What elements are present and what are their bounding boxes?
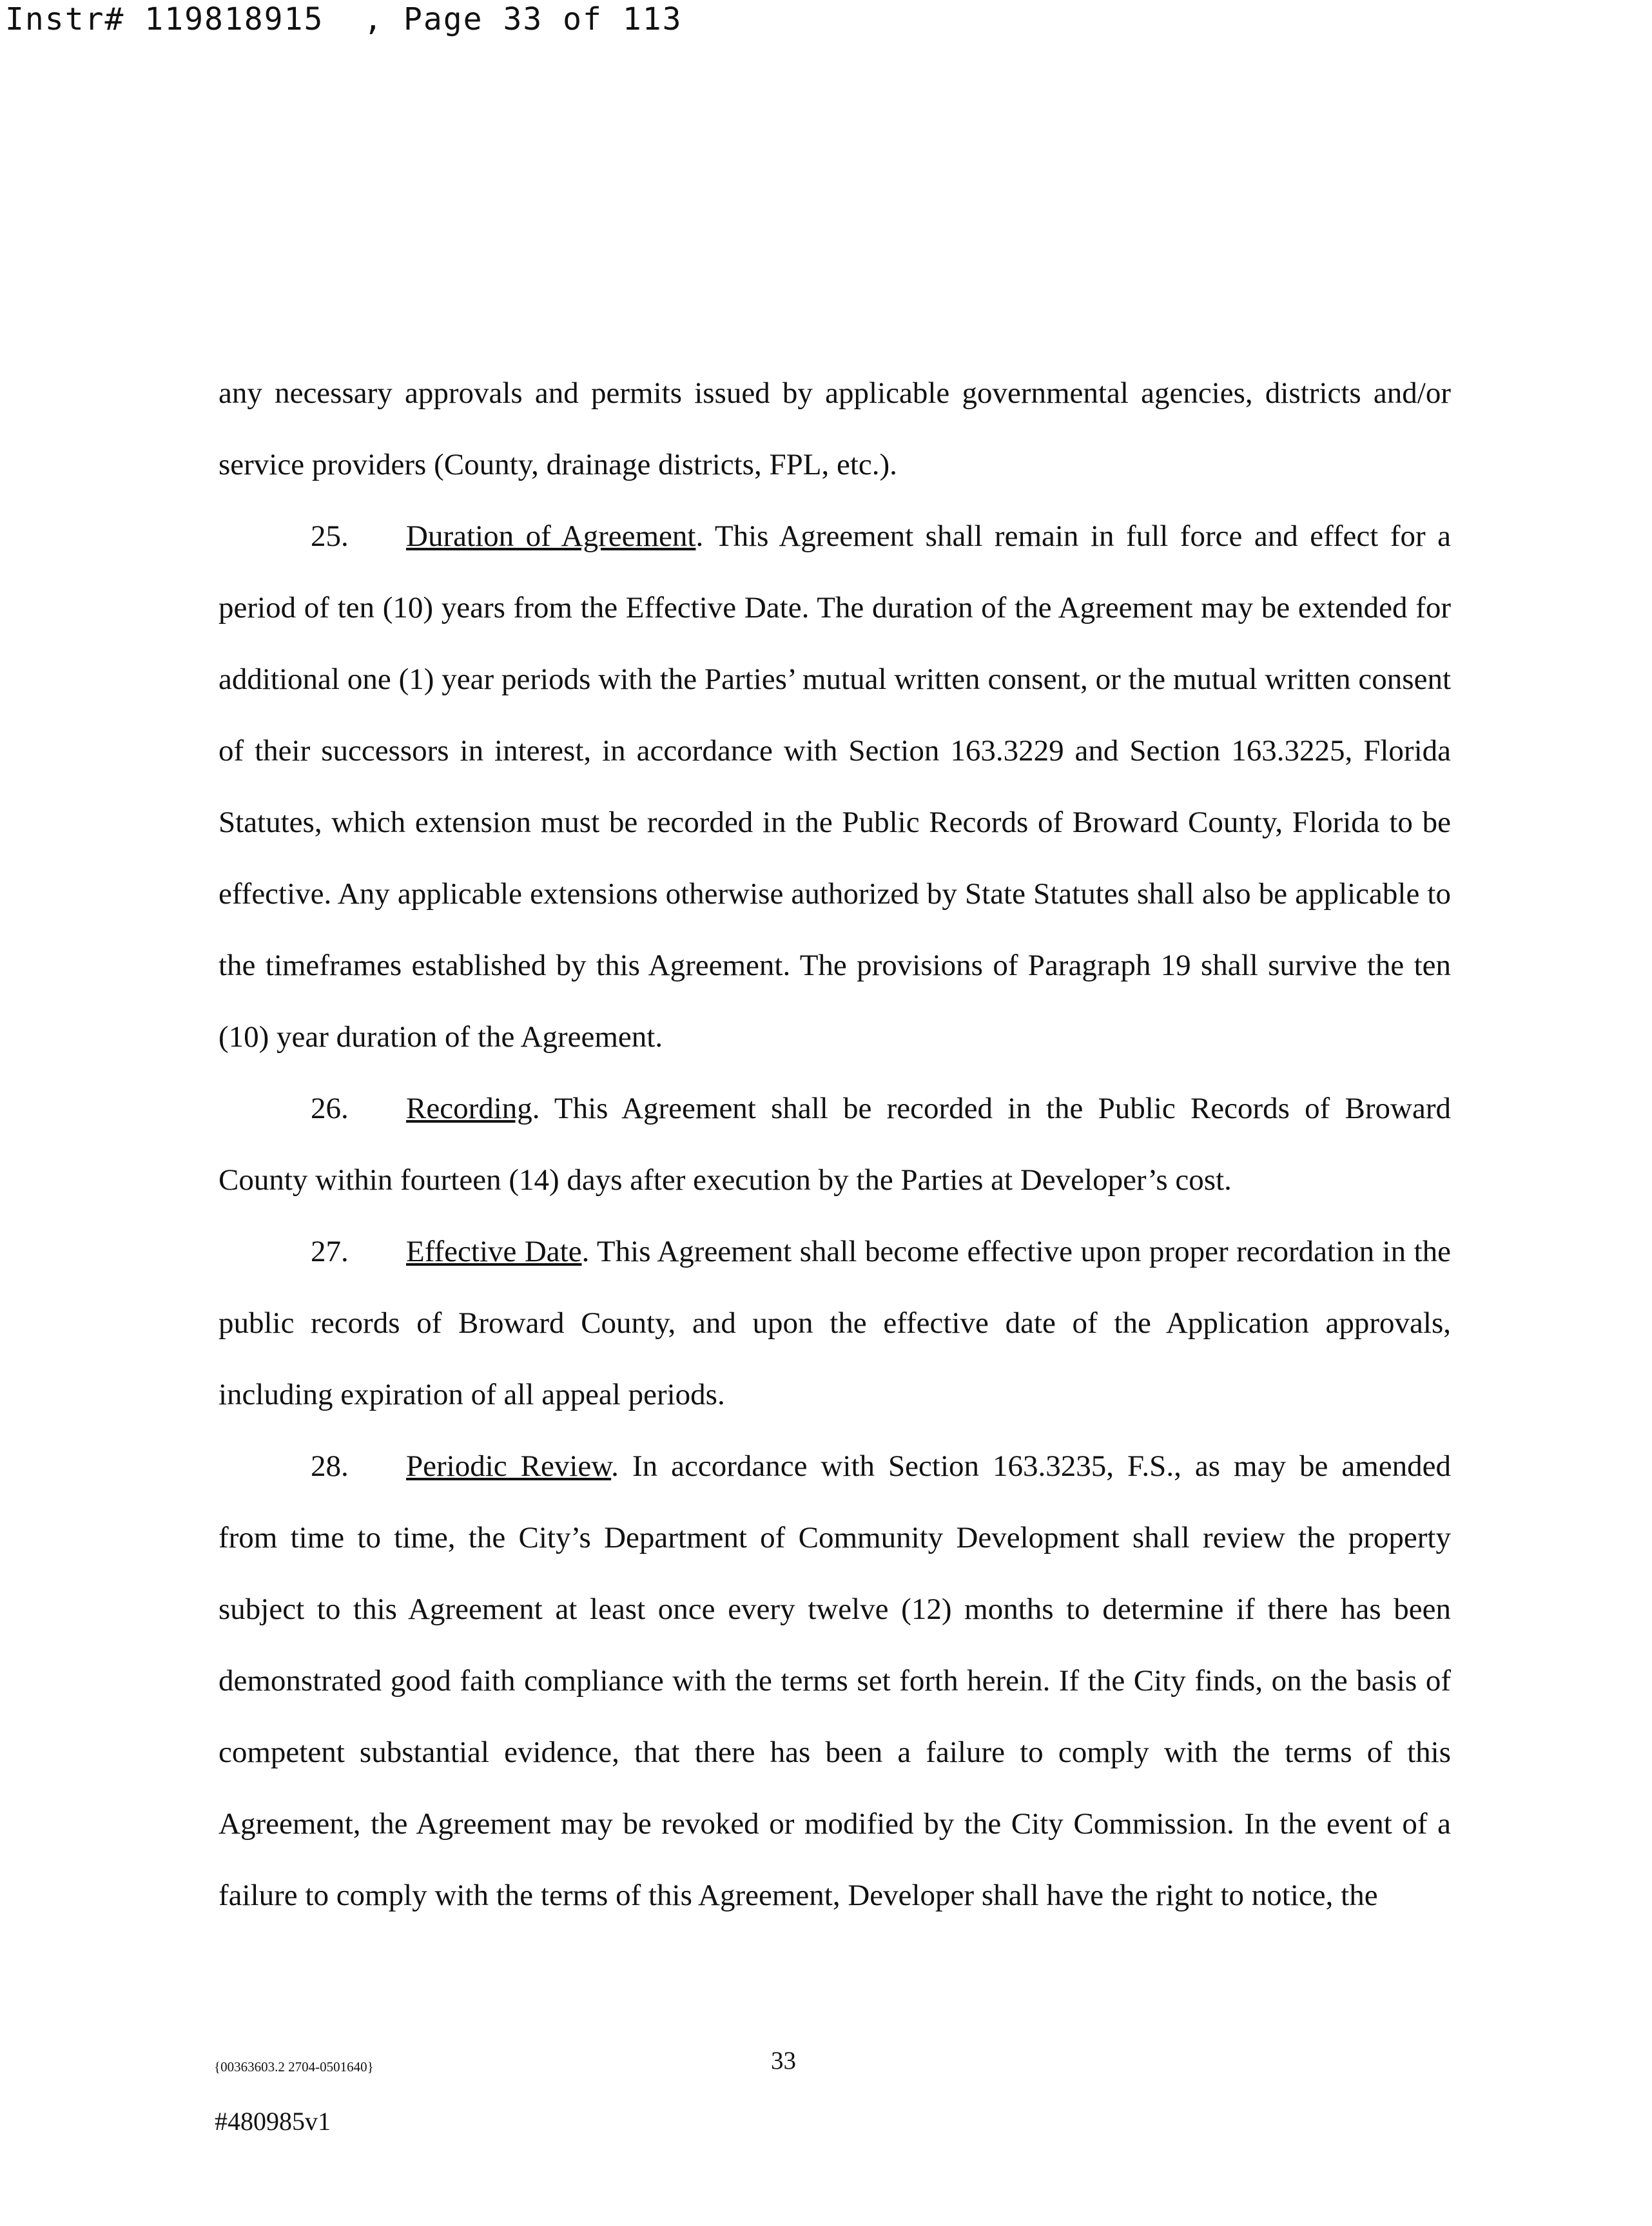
paragraph-number: 28.	[311, 1449, 349, 1483]
paragraph-27-effective-date	[219, 1216, 1451, 1431]
paragraph-text: . In accordance with Section 163.3235, F.S., as may be amended from time to time, the City’s Department of Community Development shall review the property subject to this Agreement at least once every twelve (12) months to determine if there has been demonstrated good faith compliance with the terms set forth herein. If the City finds, on the basis of competent substantial evidence, that there has been a failure to comply with the terms of this Agreement, the Agreement may be revoked or modified by the City Commission. In the event of a failure to comply with the terms of this Agreement, Developer shall have the right to notice, the	[219, 1449, 1451, 1912]
paragraph-number: 26.	[311, 1092, 349, 1125]
paragraph-number: 25.	[311, 519, 349, 553]
paragraph-26-recording	[219, 1073, 1451, 1216]
paragraph-25-duration	[219, 501, 1451, 1073]
section-heading: Periodic Review	[406, 1449, 612, 1483]
document-body	[219, 358, 1451, 1931]
page-number: 33	[771, 2047, 796, 2075]
section-heading: Duration of Agreement	[406, 519, 696, 553]
paragraph-28-periodic-review	[219, 1431, 1451, 1931]
section-heading: Effective Date	[406, 1235, 582, 1268]
footer-file-code: {00363603.2 2704-0501640}	[214, 2059, 374, 2075]
section-heading: Recording	[406, 1092, 532, 1125]
paragraph-text: . This Agreement shall be recorded in the Public Records of Broward County within fourteen (14) days after execution by the Parties at Developer’s cost.	[219, 1092, 1451, 1197]
paragraph-continuation: any necessary approvals and permits issued by applicable governmental agencies, districts and/or service providers (County, drainage districts, FPL, etc.).	[219, 376, 1451, 481]
paragraph-number: 27.	[311, 1235, 349, 1268]
instrument-page-stamp: Instr# 119818915 , Page 33 of 113	[5, 1, 683, 37]
document-id: #480985v1	[215, 2107, 331, 2136]
paragraph-text: . This Agreement shall remain in full force and effect for a period of ten (10) years from the Effective Date. The duration of the Agreement may be extended for additional one (1) year periods with the Parties’ mutual written consent, or the mutual written consent of their successors in interest, in accordance with Section 163.3229 and Section 163.3225, Florida Statutes, which extension must be recorded in the Public Records of Broward County, Florida to be effective. Any applicable extensions otherwise authorized by State Statutes shall also be applicable to the timeframes established by this Agreement. The provisions of Paragraph 19 shall survive the ten (10) year duration of the Agreement.	[219, 519, 1451, 1054]
paragraph-text: . This Agreement shall become effective upon proper recordation in the public records of Broward County, and upon the effective date of the Application approvals, including expiration of all appeal periods.	[219, 1235, 1451, 1411]
